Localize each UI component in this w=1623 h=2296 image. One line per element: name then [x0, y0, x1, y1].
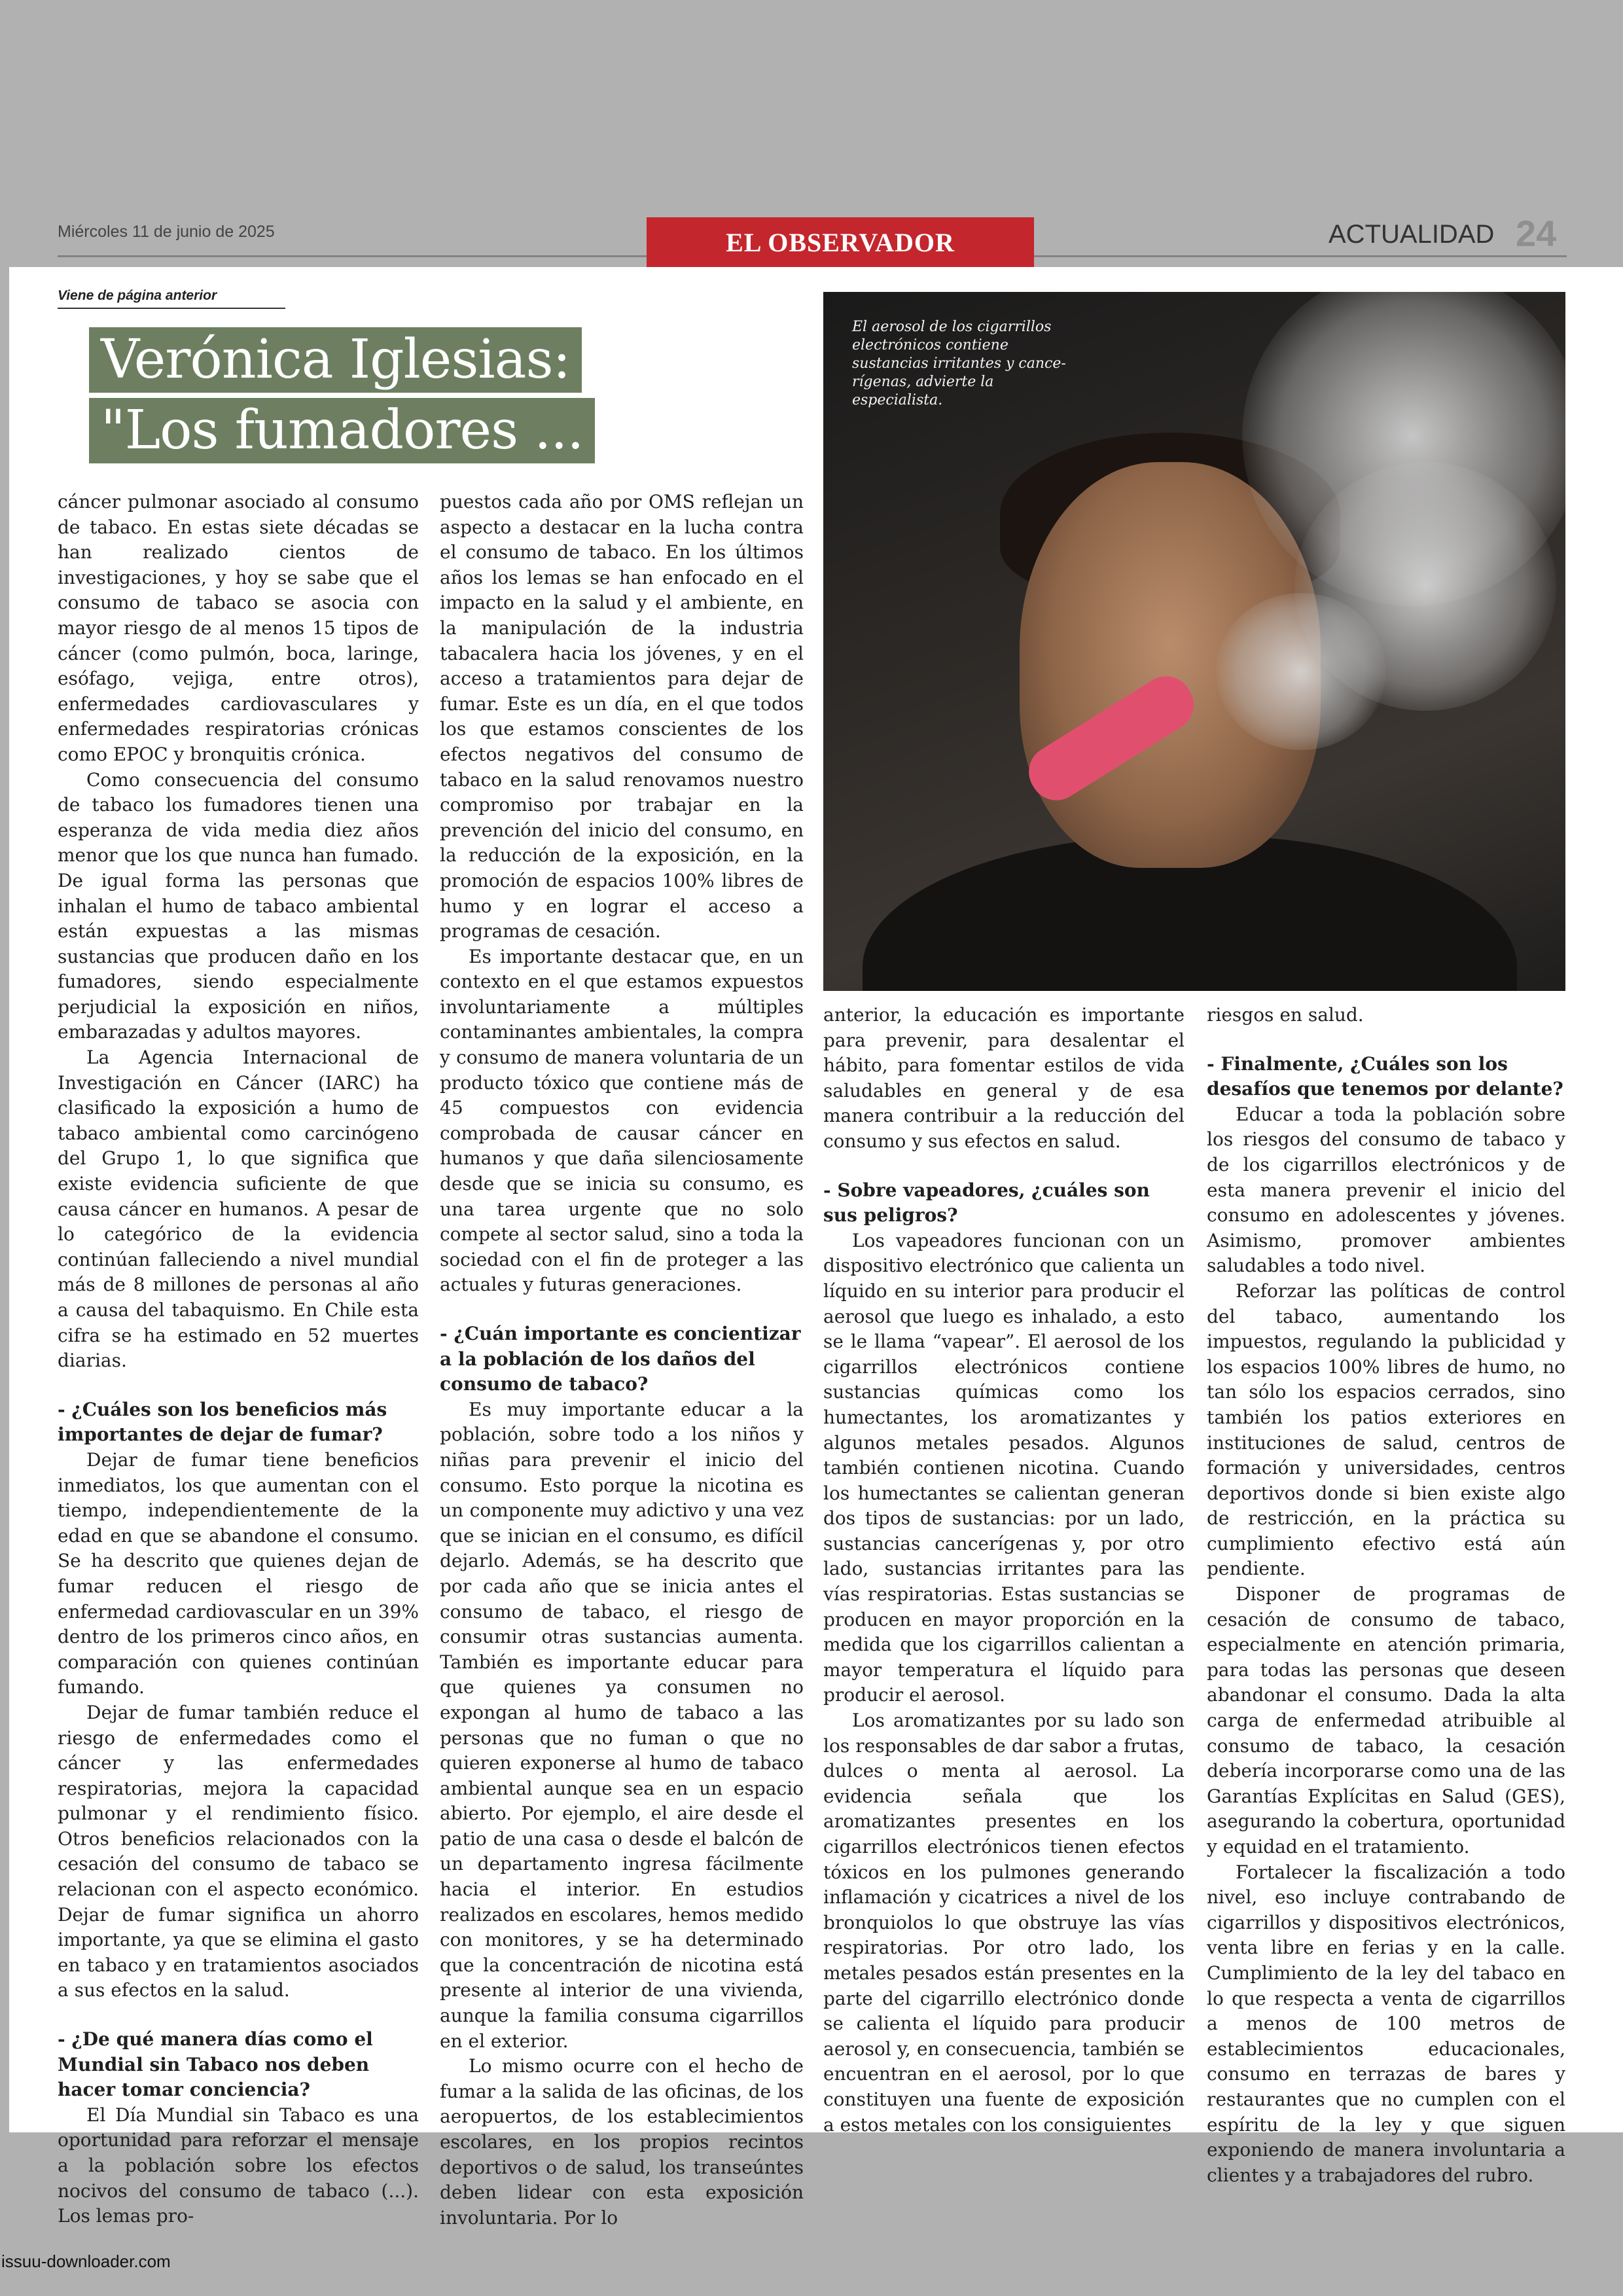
article-paragraph: riesgos en salud.: [1207, 1004, 1364, 1026]
article-paragraph: Los vapeadores funcionan con un dispositivo electrónico que calienta un líquido en su interior para producir el aerosol que luego es inhalado, a esto se le llama “vapear”. El aerosol de los cigarrillos electrónicos contiene sustancias químicas como los humectantes, los aromatizantes y algunos metales pesados. Algunos también contienen nicotina. Cuando los humectantes se calientan generan dos tipos de sustancias: por un lado, sustancias cancerígenas y, por otro lado, sustancias irritantes para las vías respiratorias. Estas sustancias se producen en mayor proporción en la medida que los cigarrillos calientan a mayor temperatura el líquido para producir el aerosol.: [823, 1229, 1185, 1706]
article-paragraph: Educar a toda la población sobre los riesgos del consumo de tabaco y de los cigarrillos electrónicos y de esta manera prevenir el inicio del consumo en adolescentes y jóvenes. Asimismo, promover ambientes saludables a todo nivel.: [1207, 1103, 1565, 1277]
article-subheading: - ¿Cuáles son los beneficios más importantes de dejar de fumar?: [58, 1398, 387, 1446]
issue-date: Miércoles 11 de junio de 2025: [58, 223, 275, 241]
article-subheading: - ¿De qué manera días como el Mundial sin Tabaco nos deben hacer tomar conciencia?: [58, 2028, 373, 2101]
article-headline: [89, 327, 595, 469]
article-paragraph: Dejar de fumar tiene beneficios inmediatos, los que aumentan con el tiempo, independientemente de la edad en que se abandone el consumo. Se ha descrito que quienes dejan de fumar reducen el riesgo de enfermedad cardiovascular en un 39% dentro de los primeros cinco años, en comparación con quienes continúan fumando.: [58, 1448, 419, 1698]
article-paragraph: El Día Mundial sin Tabaco es una oportunidad para reforzar el mensaje a la población sobre los efectos nocivos del consumo de tabaco (...). Los lemas pro-: [58, 2104, 419, 2227]
photo-caption: El aerosol de los cigarrillos electrónicos contiene sustancias irritantes y cance-rígenas, advierte la especialista.: [852, 319, 1066, 408]
smoke-cloud-3: [1216, 593, 1386, 750]
article-paragraph: Es muy importante educar a la población, sobre todo a los niños y niñas para prevenir el inicio del consumo. Esto porque la nicotina es un componente muy adictivo y una vez que se inician en el consumo, es difícil dejarlo. Además, se ha descrito que por cada año que se inicia antes el consumo de tabaco, el riesgo de consumir otras sustancias aumenta. También es importante educar para que quienes ya consumen no expongan al humo de tabaco a las personas que no fuman o que no quieren exponerse al humo de tabaco ambiental aunque sea en un espacio abierto. Por ejemplo, el aire desde el patio de una casa o desde el balcón de un departamento ingresa fácilmente hacia el interior. En estudios realizados en escolares, hemos medido con monitores, y se ha determinado que la concentración de nicotina está presente al interior de una vivienda, aunque la familia consuma cigarrillos en el exterior.: [440, 1398, 804, 2052]
continued-label: Viene de página anterior: [58, 288, 285, 309]
text-column-2: [440, 490, 804, 2231]
article-paragraph: anterior, la educación es importante para prevenir, para desalentar el hábito, para fomentar estilos de vida saludables en general y de esa manera contribuir a la reducción del consumo y sus efectos en salud.: [823, 1004, 1185, 1152]
newspaper-page: [9, 267, 1623, 2229]
page-number: 24: [1516, 213, 1557, 254]
headline-line-1: Verónica Iglesias:: [89, 327, 582, 393]
text-column-4: [1207, 1003, 1565, 2188]
article-paragraph: Disponer de programas de cesación de consumo de tabaco, especialmente en atención primaria, para todas las personas que deseen abandonar el consumo. Dada la alta carga de enfermedad atribuible al consumo de tabaco, la cesación debería incorporarse como una de las Garantías Explícitas en Salud (GES), asegurando la cobertura, oportunidad y equidad en el tratamiento.: [1207, 1583, 1565, 1857]
watermark-url: issuu-downloader.com: [1, 2251, 171, 2271]
article-photo: [823, 292, 1565, 991]
article-paragraph: Dejar de fumar también reduce el riesgo de enfermedades como el cáncer y las enfermedades respiratorias, mejora la capacidad pulmonar y el rendimiento físico. Otros beneficios relacionados con la cesación del consumo de tabaco se relacionan con el aspecto económico. Dejar de fumar significa un ahorro importante, ya que se elimina el gasto en tabaco y en tratamientos asociados a sus efectos en la salud.: [58, 1701, 419, 2001]
article-subheading: - ¿Cuán importante es concientizar a la población de los daños del consumo de tabaco?: [440, 1323, 801, 1395]
article-paragraph: cáncer pulmonar asociado al consumo de tabaco. En estas siete décadas se han realizado cientos de investigaciones, y hoy se sabe que el consumo de tabaco se asocia con mayor riesgo de al menos 15 tipos de cáncer (como pulmón, boca, laringe, esófago, vejiga, entre otros), enfermedades cardiovasculares y enfermedades respiratorias crónicas como EPOC y bronquitis crónica.: [58, 491, 419, 765]
article-paragraph: Reforzar las políticas de control del tabaco, aumentando los impuestos, regulando la publicidad y los espacios 100% libres de humo, no tan sólo los espacios cerrados, sino también los patios exteriores en instituciones de salud, centros de formación y universidades, centros deportivos donde si bien existe algo de restricción, en la práctica su cumplimiento efectivo está aún pendiente.: [1207, 1280, 1565, 1580]
article-paragraph: Los aromatizantes por su lado son los responsables de dar sabor a frutas, dulces o menta al aerosol. La evidencia señala que los aromatizantes presentes en los cigarrillos electrónicos tienen efectos tóxicos en los pulmones generando inflamación y cicatrices a nivel de los bronquiolos lo que obstruye las vías respiratorias. Por otro lado, los metales pesados están presentes en la parte del cigarrillo electrónico donde se calienta el líquido para producir aerosol y, en consecuencia, también se encuentran en el aerosol, por lo que constituyen una fuente de exposición a estos metales con los consiguientes: [823, 1710, 1185, 2136]
text-column-1: [58, 490, 419, 2229]
article-paragraph: Fortalecer la fiscalización a todo nivel, eso incluye contrabando de cigarrillos y dispositivos electrónicos, venta libre en ferias y en la calle. Cumplimiento de la ley del tabaco en lo que respecta a venta de cigarrillos a menos de 100 metros de establecimientos educacionales, consumo en terrazas de bares y restaurantes que no cumplen con el espíritu de la ley y que siguen exponiendo de manera involuntaria a clientes y a trabajadores del rubro.: [1207, 1861, 1565, 2186]
masthead-logo: EL OBSERVADOR: [647, 217, 1034, 268]
headline-line-2: "Los fumadores ...: [89, 398, 595, 463]
page-header: [58, 209, 1567, 270]
article-paragraph: Como consecuencia del consumo de tabaco los fumadores tienen una esperanza de vida media diez años menor que los que nunca han fumado. De igual forma las personas que inhalan el humo de tabaco ambiental están expuestas a las mismas sustancias que producen daño en los fumadores, siendo especialmente perjudicial la exposición en niños, embarazadas y adultos mayores.: [58, 768, 419, 1043]
text-column-3: [823, 1003, 1185, 2138]
article-paragraph: puestos cada año por OMS reflejan un aspecto a destacar en la lucha contra el consumo de tabaco. En los últimos años los lemas se han enfocado en el impacto en la salud y el ambiente, en la manipulación de la industria tabacalera hacia los jóvenes, y en el acceso a tratamientos para dejar de fumar. Este es un día, en el que todos los que estamos conscientes de los efectos negativos del consumo de tabaco en la salud renovamos nuestro compromiso por trabajar en la prevención del inicio del consumo, en la reducción de la exposición, en la promoción de espacios 100% libres de humo y en lograr el acceso a programas de cesación.: [440, 491, 804, 942]
article-subheading: - Sobre vapeadores, ¿cuáles son sus peligros?: [823, 1179, 1150, 1227]
section-name: ACTUALIDAD: [1329, 220, 1495, 249]
article-paragraph: Lo mismo ocurre con el hecho de fumar a la salida de las oficinas, de los aeropuertos, de los establecimientos escolares, en los propios recintos deportivos o de salud, los transeúntes deben lidear con esta exposición involuntaria. Por lo: [440, 2055, 804, 2229]
article-subheading: - Finalmente, ¿Cuáles son los desafíos que tenemos por delante?: [1207, 1052, 1563, 1100]
article-paragraph: La Agencia Internacional de Investigación en Cáncer (IARC) ha clasificado la exposición a humo de tabaco ambiental como carcinógeno del Grupo 1, lo que significa que existe evidencia suficiente de que causa cáncer en humanos. A pesar de lo categórico de la evidencia continúan falleciendo a nivel mundial más de 8 millones de personas al año a causa del tabaquismo. En Chile esta cifra se ha estimado en 52 muertes diarias.: [58, 1047, 419, 1372]
article-paragraph: Es importante destacar que, en un contexto en el que estamos expuestos involuntariamente a múltiples contaminantes ambientales, la compra y consumo de manera voluntaria de un producto tóxico que contiene más de 45 compuestos con evidencia comprobada de causar cáncer en humanos y que daña silenciosamente desde que se inicia su consumo, es una tarea urgente que no solo compete al sector salud, sino a toda la sociedad con el fin de proteger a las actuales y futuras generaciones.: [440, 945, 804, 1296]
